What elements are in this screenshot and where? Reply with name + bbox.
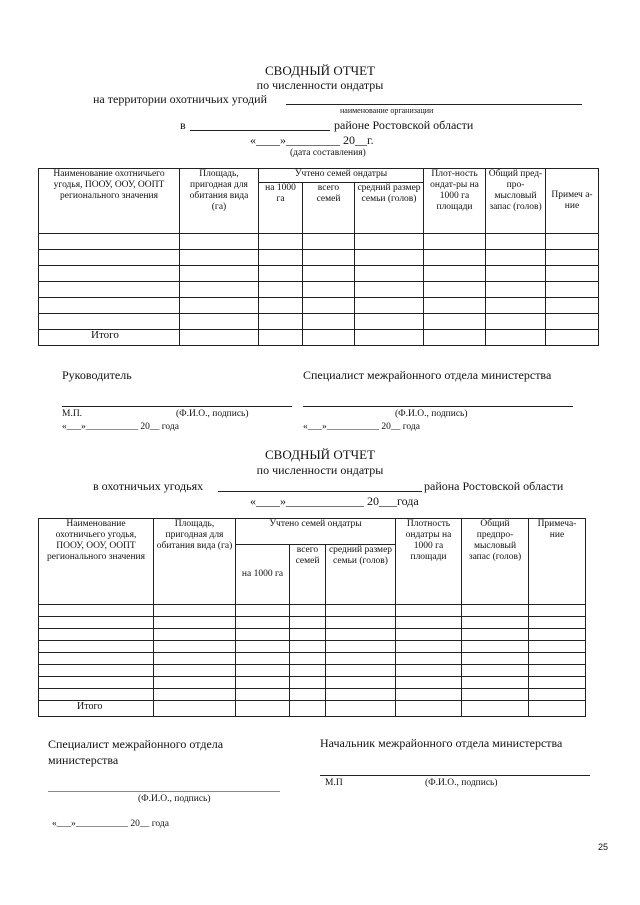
r2-col-avgsize-header: средний размер семьи (голов) xyxy=(326,545,396,605)
report1-sig-right-title: Специалист межрайонного отдела министерства xyxy=(303,368,552,382)
table-row[interactable] xyxy=(39,629,586,641)
r2-col-group-header: Учтено семей ондатры xyxy=(236,519,396,545)
r1-col-stock-header: Общий пред-про-мысловый запас (голов) xyxy=(486,169,546,234)
table-row[interactable] xyxy=(39,314,599,330)
report1-in-label: в xyxy=(180,118,186,132)
r2-col-area-header: Площадь, пригодная для обитания вида (га) xyxy=(154,519,236,605)
report1-fio-left: (Ф.И.О., подпись) xyxy=(176,409,249,419)
table-row[interactable] xyxy=(39,250,599,266)
table-row[interactable] xyxy=(39,617,586,629)
report1-date-hint: (дата составления) xyxy=(290,148,366,158)
table-row[interactable] xyxy=(39,266,599,282)
r2-col-density-header: Плотность ондатры на 1000 га площади xyxy=(396,519,462,605)
page-number: 25 xyxy=(597,842,608,852)
report2-date-line: «____»_____________ 20___года xyxy=(250,494,419,508)
report2-table xyxy=(38,518,586,717)
report2-subtitle: по численности ондатры xyxy=(256,463,384,477)
report1-org-field[interactable] xyxy=(286,104,582,105)
report2-sig-right-line[interactable] xyxy=(320,775,590,776)
table-row[interactable] xyxy=(39,689,586,701)
r2-col-note-header: Примеча-ние xyxy=(529,519,586,605)
report1-date-left: «___»___________ 20__ года xyxy=(62,422,179,432)
r1-col-name-header: Наименование охотничьего угодья, ПООУ, ООУ, ООПТ регионального значения xyxy=(39,169,180,234)
report2-fio-right: (Ф.И.О., подпись) xyxy=(425,778,498,788)
r1-col-area-header: Площадь, пригодная для обитания вида (га) xyxy=(180,169,259,234)
report2-title: СВОДНЫЙ ОТЧЕТ xyxy=(265,447,375,462)
r2-col-families-header: всего семей xyxy=(290,545,326,605)
r1-col-avgsize-header: средний размер семьи (голов) xyxy=(355,183,424,234)
r1-col-group-header: Учтено семей ондатры xyxy=(259,169,424,183)
table-total-row xyxy=(39,701,586,717)
report2-sig-left-line[interactable] xyxy=(48,791,280,792)
r2-col-per1000-header: на 1000 га xyxy=(236,545,290,605)
report1-territory-label: на территории охотничьих угодий xyxy=(93,92,267,106)
table-row[interactable] xyxy=(39,234,599,250)
report1-sig-left-title: Руководитель xyxy=(62,368,132,382)
table-row[interactable] xyxy=(39,298,599,314)
table-row[interactable] xyxy=(39,282,599,298)
r2-col-stock-header: Общий предпро-мысловый запас (голов) xyxy=(462,519,529,605)
r1-col-note-header: Примеч а-ние xyxy=(546,169,599,234)
report1-fio-right: (Ф.И.О., подпись) xyxy=(395,409,468,419)
table-row[interactable] xyxy=(39,677,586,689)
r2-total-label: Итого xyxy=(39,701,154,717)
table-row[interactable] xyxy=(39,605,586,617)
report2-sig-left-title: Специалист межрайонного отдела министерства xyxy=(48,737,224,767)
r1-total-label: Итого xyxy=(39,330,180,346)
report1-table xyxy=(38,168,599,346)
report2-hunting-field[interactable] xyxy=(218,491,422,492)
table-total-row xyxy=(39,330,599,346)
r1-col-families-header: всего семей xyxy=(303,183,355,234)
report2-date-left: «___»___________ 20__ года xyxy=(52,819,169,829)
report1-subtitle: по численности ондатры xyxy=(256,78,384,92)
report1-sig-left-line[interactable] xyxy=(62,406,292,407)
r2-col-name-header: Наименование охотничьего угодья, ПООУ, ООУ, ООПТ регионального значения xyxy=(39,519,154,605)
report1-org-hint: наименование организации xyxy=(340,106,434,115)
r1-col-density-header: Плот-ность ондат-ры на 1000 га площади xyxy=(424,169,486,234)
report1-date-right: «___»___________ 20__ года xyxy=(303,422,420,432)
report1-title: СВОДНЫЙ ОТЧЕТ xyxy=(265,63,375,78)
report2-hunting-label: в охотничьих угодьях xyxy=(93,479,204,493)
report2-fio-left: (Ф.И.О., подпись) xyxy=(138,794,211,804)
report1-district-field[interactable] xyxy=(190,130,330,131)
report2-mp: М.П xyxy=(325,778,343,788)
report1-district-label: районе Ростовской области xyxy=(334,118,474,132)
report2-district-label: района Ростовской области xyxy=(424,479,564,493)
table-row[interactable] xyxy=(39,641,586,653)
r1-col-per1000-header: на 1000 га xyxy=(259,183,303,234)
report2-sig-right-title: Начальник межрайонного отдела министерства xyxy=(320,736,563,750)
report1-sig-right-line[interactable] xyxy=(303,406,573,407)
table-row[interactable] xyxy=(39,653,586,665)
report1-mp: М.П. xyxy=(62,409,83,419)
report1-date-line: «____»_________ 20__г. xyxy=(250,133,374,147)
table-row[interactable] xyxy=(39,665,586,677)
